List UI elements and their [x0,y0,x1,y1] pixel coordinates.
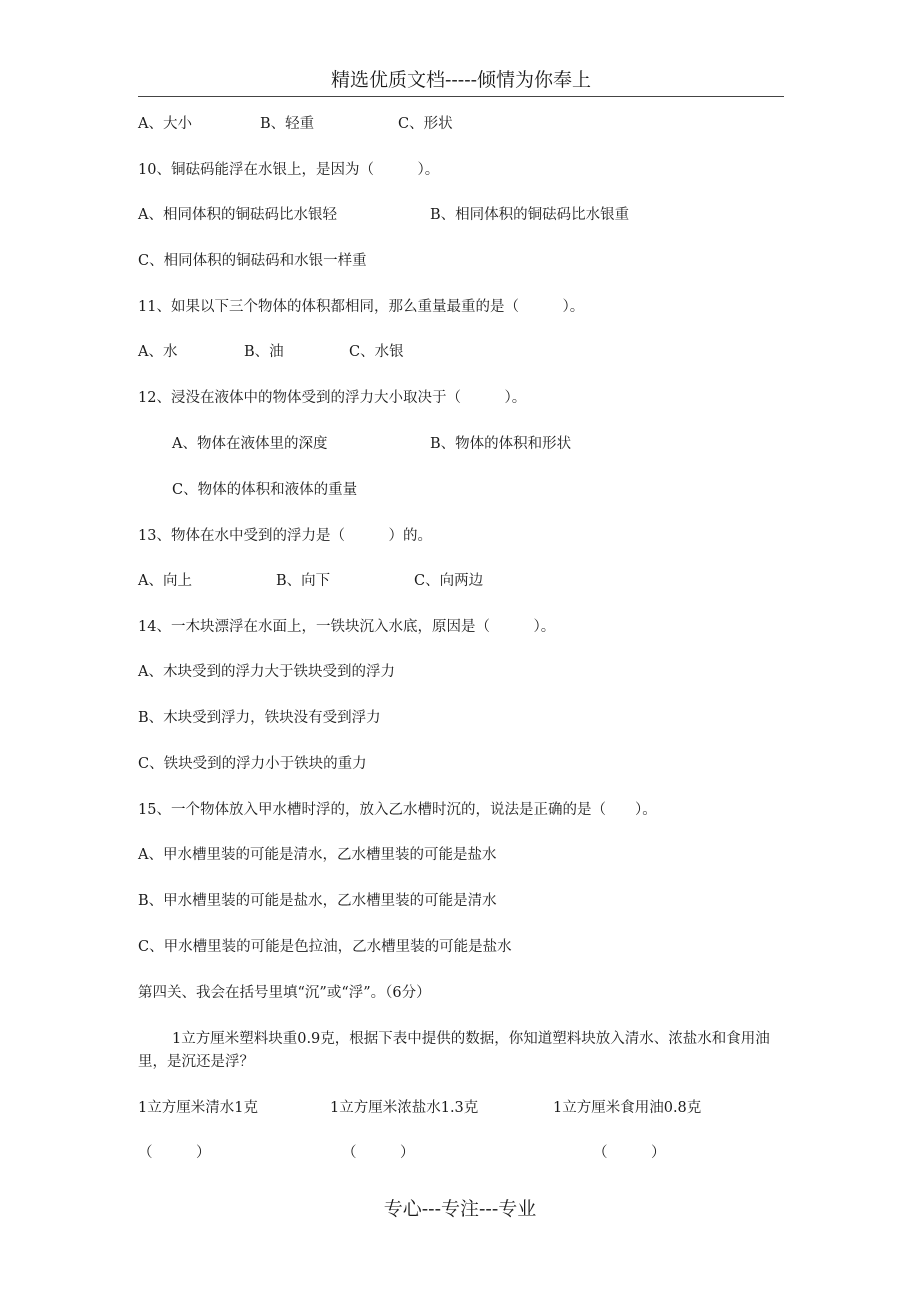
q15-option-b: B、甲水槽里装的可能是盐水，乙水槽里装的可能是清水 [138,893,497,909]
section4-item-oil: 1立方厘米食用油0.8克 [553,1100,702,1116]
section4-item-water: 1立方厘米清水1克 [138,1100,258,1116]
q13-option-b: B、向下 [276,573,331,589]
q12-option-b: B、物体的体积和形状 [430,436,572,452]
q15-option-c: C、甲水槽里装的可能是色拉油，乙水槽里装的可能是盐水 [138,939,512,955]
q15-option-a: A、甲水槽里装的可能是清水，乙水槽里装的可能是盐水 [138,847,497,863]
q12-stem: 12、浸没在液体中的物体受到的浮力大小取决于（ ）。 [138,390,527,406]
page-footer: 专心---专注---专业 [383,1198,537,1220]
answer-blank-saltwater[interactable]: （ ） [342,1145,415,1161]
page-header: 精选优质文档-----倾情为你奉上 [138,66,784,97]
q13-option-c: C、向两边 [414,573,484,589]
q9-option-a: A、大小 [138,116,192,132]
q12-option-a: A、物体在液体里的深度 [172,436,328,452]
q11-option-c: C、水银 [349,344,404,360]
section4-item-saltwater: 1立方厘米浓盐水1.3克 [330,1100,479,1116]
q15-stem: 15、一个物体放入甲水槽时浮的，放入乙水槽时沉的，说法是正确的是（ ）。 [138,802,657,818]
q9-option-c: C、形状 [398,116,453,132]
q13-stem: 13、物体在水中受到的浮力是（ ）的。 [138,528,432,544]
q11-stem: 11、如果以下三个物体的体积都相同，那么重量最重的是（ ）。 [138,299,585,315]
q9-option-b: B、轻重 [260,116,315,132]
q10-option-a: A、相同体积的铜砝码比水银轻 [138,207,337,223]
q10-stem: 10、铜砝码能浮在水银上，是因为（ ）。 [138,162,440,178]
q14-stem: 14、一木块漂浮在水面上，一铁块沉入水底，原因是（ ）。 [138,619,556,635]
q14-option-c: C、铁块受到的浮力小于铁块的重力 [138,756,367,772]
q10-option-c: C、相同体积的铜砝码和水银一样重 [138,253,367,269]
q11-option-a: A、水 [138,344,178,360]
section4-intro: 1立方厘米塑料块重0.9克，根据下表中提供的数据，你知道塑料块放入清水、浓盐水和食用油里，是沉还是浮？ [138,1031,770,1070]
section4-title: 第四关、我会在括号里填“沉”或“浮”。（6分） [138,985,431,1001]
answer-blank-water[interactable]: （ ） [138,1145,211,1161]
q13-option-a: A、向上 [138,573,192,589]
q11-option-b: B、油 [244,344,284,360]
answer-blank-oil[interactable]: （ ） [593,1145,666,1161]
q10-option-b: B、相同体积的铜砝码比水银重 [430,207,630,223]
q14-option-a: A、木块受到的浮力大于铁块受到的浮力 [138,664,395,680]
q12-option-c: C、物体的体积和液体的重量 [172,482,358,498]
q14-option-b: B、木块受到浮力，铁块没有受到浮力 [138,710,381,726]
